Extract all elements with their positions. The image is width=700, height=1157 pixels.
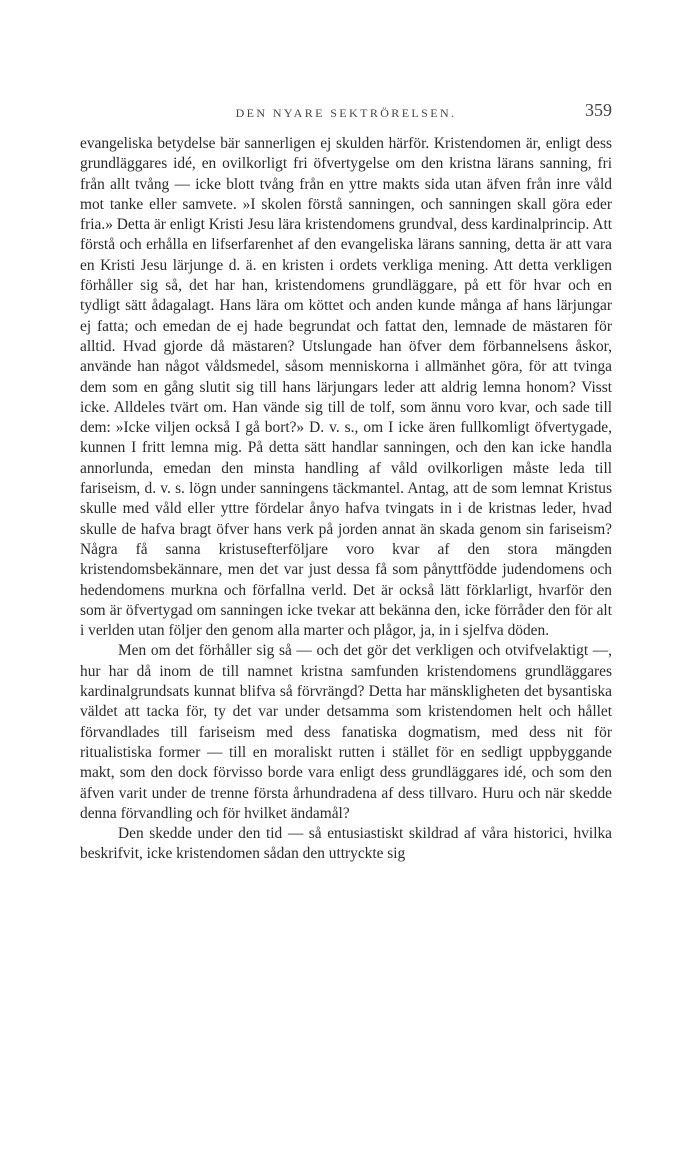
- running-head: [80, 100, 612, 124]
- body-text: [80, 134, 612, 865]
- running-title: DEN NYARE SEKTRÖRELSEN.: [235, 106, 457, 120]
- paragraph: Den skedde under den tid — så entusiastiskt skildrad af våra historici, hvilka beskrifvit, icke kristendomen sådan den uttryckte sig: [80, 825, 612, 863]
- paragraph-continued: evangeliska betydelse bär sannerligen ej skulden härför. Kristendomen är, enligt dess grundläggares idé, en ovilkorligt fri öfvertygelse om den kristna lärans sanning, fri från allt tvång — icke blott tvång från en yttre makts sida utan äfven från inre våld mot tanke eller samvete. »I skolen förstå sanningen, och sanningen skall göra eder fria.» Detta är enligt Kristi Jesu lära kristendomens grundval, dess kardinalprincip. Att förstå och erhålla en lifserfarenhet af den evangeliska lärans sanning, detta är att vara en Kristi Jesu lärjunge d. ä. en kristen i ordets verkliga mening. Att detta verkligen förhåller sig så, det har han, kristendomens grundläggare, på ett för hvar och en tydligt sätt ådagalagt. Hans lära om köttet och anden kunde många af hans lärjungar ej fatta; och emedan de ej hade begrundat och fattat den, lemnade de mästaren för alltid. Hvad gjorde då mästaren? Utslungade han öfver dem förbannelsens åskor, använde han något våldsmedel, såsom menniskorna i allmänhet göra, för att tvinga dem som en gång slutit sig till hans lärjungars leder att aldrig lemna honom? Visst icke. Alldeles tvärt om. Han vände sig till de tolf, som ännu voro kvar, och sade till dem: »Icke viljen också I gå bort?» D. v. s., om I icke ären fullkomligt öfvertygade, kunnen I fritt lemna mig. På detta sätt handlar sanningen, och den kan icke handla annorlunda, emedan den minsta handling af våld ovilkorligen måste leda till fariseism, d. v. s. lögn under sanningens täckmantel. Antag, att de som lemnat Kristus skulle med våld eller yttre fördelar ånyo hafva tvingats in i de kristnas leder, hvad skulle de hafva bragt öfver hans verk på jorden annat än skada genom sin fariseism? Några få sanna kristusefterföljare voro kvar af den stora mängden kristendomsbekännare, men det var just dessa få som pånyttfödde judendomens och hedendomens murkna och förfallna verld. Det är också lätt förklarligt, hvarför den som är öfvertygad om sanningen icke tvekar att bekänna den, icke förråder den för alt i verlden utan följer den genom alla marter och plågor, ja, in i sjelfva döden.: [80, 135, 612, 640]
- paragraph: Men om det förhåller sig så — och det gör det verkligen och otvifvelaktigt —, hur har då inom de till namnet kristna samfunden kristendomens grundläggares kardinalgrundsats kunnat blifva så förvrängd? Detta har mänskligheten det bysantiska väldet att tacka för, ty det var under detsamma som kristendomen helt och hållet förvandlades till fariseism med dess fanatiska dogmatism, med dess nit för ritualistiska former — till en moraliskt rutten i stället för en sedligt uppbyggande makt, som den dock förvisso borde vara enligt dess grundläggares idé, och som den äfven varit under de trenne första århundradena af dess tillvaro. Huru och när skedde denna förvandling och för hvilket ändamål?: [80, 642, 612, 822]
- page-number: 359: [585, 100, 612, 120]
